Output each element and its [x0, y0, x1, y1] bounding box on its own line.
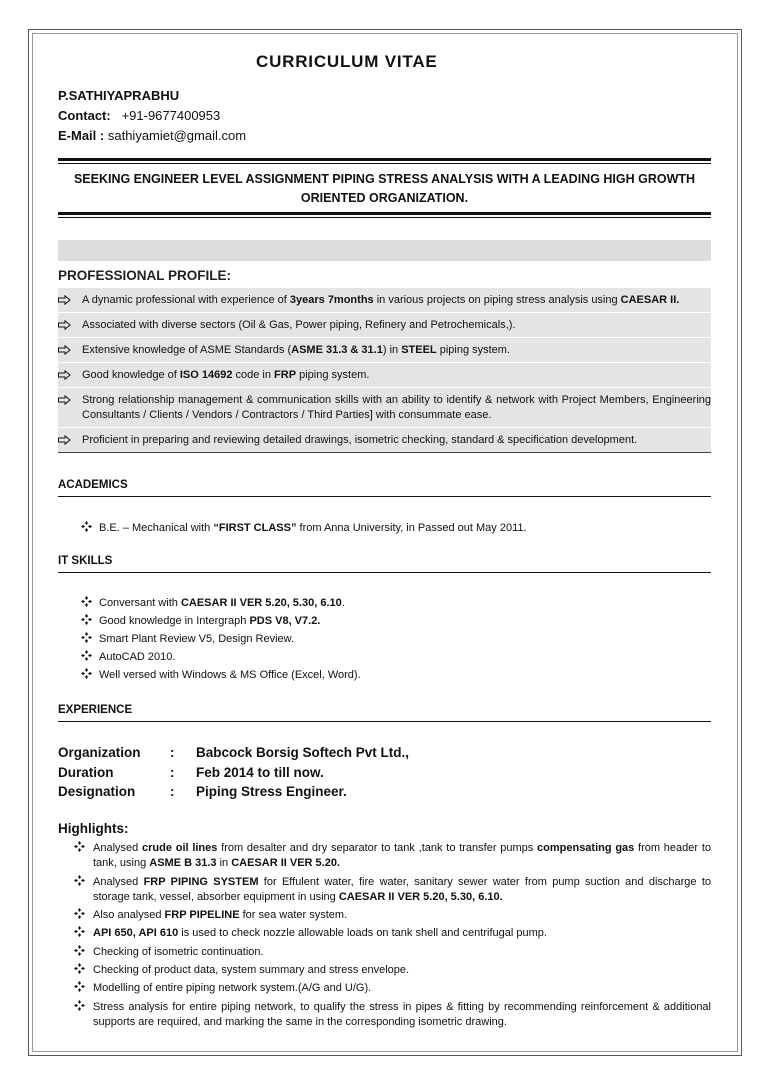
section-rule [58, 452, 711, 453]
profile-item-text: Strong relationship management & communication skills with an ability to identify & network with Project Members, Engineering Consultants / Clients / Vendors / Contractors / Third Parties] with consummate ease. [82, 394, 711, 421]
email-label: E-Mail : [58, 128, 105, 143]
four-diamond-bullet-icon [81, 594, 99, 612]
skill-item-text: Well versed with Windows & MS Office (Excel, Word). [99, 669, 361, 681]
professional-profile-section [58, 268, 711, 453]
profile-item-text: Proficient in preparing and reviewing detailed drawings, isometric checking, standard & specification development. [82, 434, 638, 446]
designation-row [58, 782, 409, 802]
it-skills-list [81, 594, 361, 684]
highlight-item-text: Stress analysis for entire piping network, to qualify the stress in pipes & fitting by recommending reinforcement & additional supports are required, and marking the same in the corresponding isometric drawing. [93, 1000, 711, 1028]
profile-item [58, 312, 711, 337]
highlight-item [74, 981, 711, 996]
profile-item [58, 337, 711, 362]
designation-label: Designation [58, 784, 136, 799]
right-arrow-outline-icon [58, 293, 82, 308]
four-diamond-bullet-icon [74, 875, 93, 906]
four-diamond-bullet-icon [81, 612, 99, 630]
organization-label: Organization [58, 745, 141, 760]
section-rule [58, 496, 711, 497]
highlight-item [74, 908, 711, 923]
right-arrow-outline-icon [58, 393, 82, 423]
highlight-item [74, 963, 711, 978]
page-title: CURRICULUM VITAE [256, 52, 438, 71]
skill-item [81, 630, 361, 648]
highlight-item-text: Checking of product data, system summary and stress envelope. [93, 964, 410, 977]
experience-details [58, 743, 409, 802]
highlight-item-text: Also analysed FRP PIPELINE for sea water system. [93, 909, 348, 922]
four-diamond-bullet-icon [74, 963, 93, 978]
highlight-item [74, 1000, 711, 1031]
skill-item-text: Good knowledge in Intergraph PDS V8, V7.2. [99, 615, 321, 627]
divider-thick [58, 212, 711, 215]
contact-phone: +91-9677400953 [121, 108, 221, 123]
contact-block [58, 86, 246, 146]
section-heading: IT SKILLS [58, 555, 113, 567]
profile-item-text: Extensive knowledge of ASME Standards (ASME 31.3 & 31.1) in STEEL piping system. [82, 344, 511, 356]
objective-statement: SEEKING ENGINEER LEVEL ASSIGNMENT PIPING STRESS ANALYSIS WITH A LEADING HIGH GROWTH ORIENTED ORGANIZATION. [73, 172, 696, 205]
section-rule [58, 572, 711, 573]
academics-item-text: B.E. – Mechanical with “FIRST CLASS” from Anna University, in Passed out May 2011. [99, 522, 527, 534]
email-address: sathiyamiet@gmail.com [107, 128, 247, 143]
four-diamond-bullet-icon [81, 648, 99, 666]
highlight-item [74, 945, 711, 960]
four-diamond-bullet-icon [81, 630, 99, 648]
profile-list [58, 287, 711, 452]
right-arrow-outline-icon [58, 433, 82, 448]
four-diamond-bullet-icon [74, 926, 93, 941]
organization-row [58, 743, 409, 763]
shaded-band [58, 240, 711, 261]
academics-item [81, 519, 527, 537]
skill-item [81, 666, 361, 684]
highlight-item-text: Analysed crude oil lines from desalter and dry separator to tank ,tank to transfer pumps compensating gas from header to tank, using ASME B 31.3 in CAESAR II VER 5.20. [93, 842, 711, 870]
four-diamond-bullet-icon [81, 519, 99, 537]
skill-item [81, 612, 361, 630]
right-arrow-outline-icon [58, 368, 82, 383]
divider-thick [58, 158, 711, 161]
colon: : [170, 764, 175, 780]
divider-thin [58, 217, 711, 218]
skill-item [81, 594, 361, 612]
profile-item [58, 287, 711, 312]
highlights-heading: Highlights: [58, 821, 129, 836]
academics-list [81, 519, 527, 537]
skill-item-text: Smart Plant Review V5, Design Review. [99, 633, 295, 645]
four-diamond-bullet-icon [74, 981, 93, 996]
four-diamond-bullet-icon [74, 1000, 93, 1031]
colon: : [170, 784, 175, 799]
highlights-list [74, 841, 711, 1033]
colon: : [170, 745, 175, 760]
highlight-item-text: Modelling of entire piping network system.(A/G and U/G). [93, 982, 372, 995]
profile-item-text: Good knowledge of ISO 14692 code in FRP piping system. [82, 369, 370, 381]
four-diamond-bullet-icon [81, 666, 99, 684]
candidate-name: P.SATHIYAPRABHU [58, 88, 180, 103]
highlight-item-text: API 650, API 610 is used to check nozzle allowable loads on tank shell and centrifugal pump. [93, 927, 547, 940]
highlight-item [74, 841, 711, 872]
profile-item [58, 387, 711, 427]
highlight-item-text: Checking of isometric continuation. [93, 945, 264, 958]
profile-item-text: Associated with diverse sectors (Oil & Gas, Power piping, Refinery and Petrochemicals,). [82, 319, 516, 331]
contact-label: Contact: [58, 108, 111, 123]
profile-item-text: A dynamic professional with experience of 3years 7months in various projects on piping stress analysis using CAESAR II. [82, 294, 680, 306]
skill-item [81, 648, 361, 666]
four-diamond-bullet-icon [74, 908, 93, 923]
duration-label: Duration [58, 764, 114, 780]
skill-item-text: AutoCAD 2010. [99, 651, 176, 663]
designation-value: Piping Stress Engineer. [196, 784, 347, 799]
profile-item [58, 362, 711, 387]
skill-item-text: Conversant with CAESAR II VER 5.20, 5.30, 6.10. [99, 597, 345, 609]
email-line [58, 126, 246, 146]
organization-value: Babcock Borsig Softech Pvt Ltd., [196, 745, 410, 760]
highlight-item-text: Analysed FRP PIPING SYSTEM for Effulent water, fire water, sanitary sewer water from pump suction and discharge to storage tank, vessel, absorber equipment in using CAESAR II VER 5.20, 5.30, 6.10. [93, 875, 711, 903]
highlight-item [74, 926, 711, 941]
duration-value: Feb 2014 to till now. [196, 764, 324, 780]
contact-line [58, 106, 246, 126]
section-heading: EXPERIENCE [58, 704, 133, 716]
section-heading: PROFESSIONAL PROFILE: [58, 268, 232, 283]
highlight-item [74, 875, 711, 906]
section-heading: ACADEMICS [58, 479, 128, 491]
profile-item [58, 427, 711, 452]
section-rule [58, 721, 711, 722]
right-arrow-outline-icon [58, 343, 82, 358]
four-diamond-bullet-icon [74, 945, 93, 960]
right-arrow-outline-icon [58, 318, 82, 333]
four-diamond-bullet-icon [74, 841, 93, 872]
duration-row [58, 763, 409, 783]
divider-thin [58, 163, 711, 164]
